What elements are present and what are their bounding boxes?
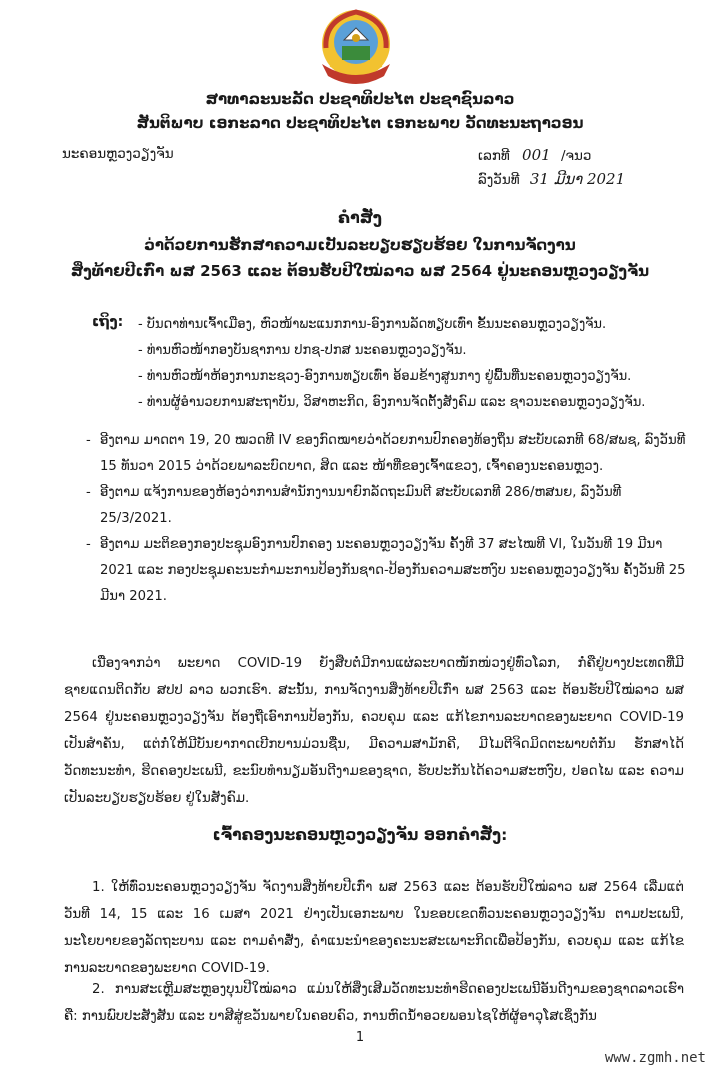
number-value: 001 bbox=[522, 146, 551, 164]
date-label: ລົງວັນທີ bbox=[478, 172, 520, 188]
recipient-item: - ບັນດາທ່ານເຈົ້າເມືອງ, ຫົວໜ້າພະແນກການ-ອົງການລັດທຽບເທົ່າ ຂັ້ນນະຄອນຫຼວງວຽງຈັນ. bbox=[138, 317, 607, 332]
issuing-office: ນະຄອນຫຼວງວຽງຈັນ bbox=[62, 146, 174, 162]
basis-item: - ອີງຕາມ ແຈ້ງການຂອງຫ້ອງວ່າການສຳນັກງານນາຍົກລັດຖະມົນຕີ ສະບັບເລກທີ 286/ຫສນຍ, ລົງວັນທີ 25/3/2021. bbox=[86, 480, 686, 532]
recipient-item: - ທ່ານຫົວໜ້າກອງບັນຊາການ ປກຊ-ປກສ ນະຄອນຫຼວງວຽງຈັນ. bbox=[138, 343, 467, 358]
title-line-1: ວ່າດ້ວຍການຮັກສາຄວາມເປັນລະບຽບຮຽບຮ້ອຍ ໃນການຈັດງານ bbox=[144, 236, 576, 254]
recipient-item: - ທ່ານຫົວໜ້າຫ້ອງການກະຊວງ-ອົງການທຽບເທົ່າ ອ້ອມຂ້າງສູນກາງ ຢູ່ພື້ນທີ່ນະຄອນຫຼວງວຽງຈັນ. bbox=[138, 369, 632, 384]
number-label: ເລກທີ bbox=[478, 148, 510, 164]
preamble-paragraph: ເນື່ອງຈາກວ່າ ພະຍາດ COVID-19 ຍັງສືບຕໍ່ມີການແຜ່ລະບາດໜັກໜ່ວງຢູ່ທົ່ວໂລກ, ກໍ່ຄືຢູ່ບາງປະເທດທີ່ມີຊາຍແດນຕິດກັບ ສປປ ລາວ ພວກເຮົາ. ສະນັ້ນ, ການຈັດງານສິ່ງທ້າຍປີເກົ່າ ພສ 2563 ແລະ ຕ້ອນຮັບປີໃໝ່ລາວ ພສ 2564 ຢູ່ນະຄອນຫຼວງວຽງຈັນ ຕ້ອງຖືເອົາການປ້ອງກັນ, ຄວບຄຸມ ແລະ ແກ້ໄຂການລະບາດຂອງພະຍາດ COVID-19 ເປັນສຳຄັນ, ແຕ່ກໍ່ໃຫ້ມີບັນຍາກາດເບີກບານມ່ວນຊື່ນ, ມີຄວາມສາມັກຄີ, ມີໄມຕີຈິດມິດຕະພາບຕໍ່ກັນ ຮັກສາໄດ້ວັດທະນະທຳ, ຮີດຄອງປະເພນີ, ຂະນົບທຳນຽມອັນດີງາມຂອງຊາດ, ຮັບປະກັນໄດ້ຄວາມສະຫງົບ, ປອດໄພ ແລະ ຄວາມເປັນລະບຽບຮຽບຮ້ອຍ ຢູ່ໃນສັງຄົມ. bbox=[64, 656, 684, 806]
number-suffix: /ຈນວ bbox=[560, 148, 592, 164]
date-value: 31 ມີນາ 2021 bbox=[529, 170, 626, 188]
recipients-label: ເຖິງ: bbox=[92, 314, 124, 330]
document-title: ຄຳສັ່ງ bbox=[337, 208, 383, 227]
watermark: www.zgmh.net bbox=[604, 1050, 706, 1066]
title-line-2: ສິ່ງທ້າຍປີເກົ່າ ພສ 2563 ແລະ ຕ້ອນຮັບປີໃໝ່ລາວ ພສ 2564 ຢູ່ນະຄອນຫຼວງວຽງຈັນ bbox=[70, 262, 650, 280]
page-number: 1 bbox=[355, 1030, 365, 1045]
order-item-2: 2. ການສະເຫຼີມສະຫຼອງບຸນປີໃໝ່ລາວ ແມ່ນໃຫ້ສິ່ງເສີມວັດທະນະທຳຮີດຄອງປະເພນີອັນດີງາມຂອງຊາດລາວເຮົາຄື: ການພົບປະສັງສັນ ແລະ ບາສີສູ່ຂວັນພາຍໃນຄອບຄົວ, ການຫົດນ້ຳອວຍພອນໄຊໃຫ້ຜູ້ອາວຸໂສເຊິ່ງກັນ bbox=[64, 982, 684, 1024]
document-number bbox=[478, 146, 591, 164]
national-motto: ສັນຕິພາບ ເອກະລາດ ປະຊາທິປະໄຕ ເອກະພາບ ວັດທະນະຖາວອນ bbox=[136, 114, 584, 132]
recipient-item: - ທ່ານຜູ້ອຳນວຍການສະຖາບັນ, ວິສາຫະກິດ, ອົງການຈັດຕັ້ງສັງຄົມ ແລະ ຊາວນະຄອນຫຼວງວຽງຈັນ. bbox=[138, 395, 646, 410]
order-heading: ເຈົ້າຄອງນະຄອນຫຼວງວຽງຈັນ ອອກຄຳສັ່ງ: bbox=[212, 826, 508, 844]
order-item-1: 1. ໃຫ້ທົ່ວນະຄອນຫຼວງວຽງຈັນ ຈັດງານສິ່ງທ້າຍປີເກົ່າ ພສ 2563 ແລະ ຕ້ອນຮັບປີໃໝ່ລາວ ພສ 2564 ເລີ່ມແຕ່ວັນທີ 14, 15 ແລະ 16 ເມສາ 2021 ຢ່າງເປັນເອກະພາບ ໃນຂອບເຂດທົ່ວນະຄອນຫຼວງວຽງຈັນ ຕາມປະເພນີ, ນະໂຍບາຍຂອງລັດຖະບານ ແລະ ຕາມຄຳສັ່ງ, ຄຳແນະນຳຂອງຄະນະສະເພາະກິດເພື່ອປ້ອງກັນ, ຄວບຄຸມ ແລະ ແກ້ໄຂການລະບາດຂອງພະຍາດ COVID-19. bbox=[64, 880, 684, 976]
lao-national-emblem-icon bbox=[314, 6, 398, 84]
legal-basis-list bbox=[86, 428, 686, 610]
basis-item: - ອີງຕາມ ມາດຕາ 19, 20 ໝວດທີ IV ຂອງກົດໝາຍວ່າດ້ວຍການປົກຄອງທ້ອງຖິ່ນ ສະບັບເລກທີ 68/ສພຊ, ລົງວັນທີ 15 ທັນວາ 2015 ວ່າດ້ວຍພາລະບົດບາດ, ສິດ ແລະ ໜ້າທີ່ຂອງເຈົ້າແຂວງ, ເຈົ້າຄອງນະຄອນຫຼວງ. bbox=[86, 428, 686, 480]
basis-item: - ອີງຕາມ ມະຕິຂອງກອງປະຊຸມອົງການປົກຄອງ ນະຄອນຫຼວງວຽງຈັນ ຄັ້ງທີ 37 ສະໄໝທີ VI, ໃນວັນທີ 19 ມີນາ 2021 ແລະ ກອງປະຊຸມຄະນະກຳມະການປ້ອງກັນຊາດ-ປ້ອງກັນຄວາມສະຫງົບ ນະຄອນຫຼວງວຽງຈັນ ຄັ້ງວັນທີ 25 ມີນາ 2021. bbox=[86, 532, 686, 610]
document-date bbox=[478, 170, 625, 188]
recipients-list bbox=[138, 312, 678, 416]
republic-name: ສາທາລະນະລັດ ປະຊາທິປະໄຕ ປະຊາຊົນລາວ bbox=[205, 90, 515, 108]
